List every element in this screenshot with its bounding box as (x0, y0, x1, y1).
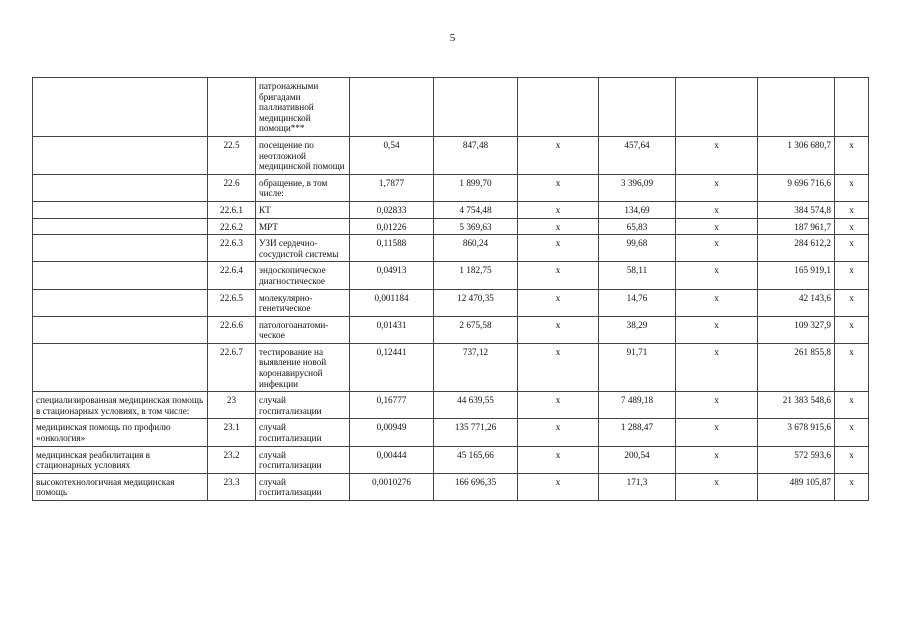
oms-total-cell: 284 612,2 (758, 235, 835, 262)
percent-cell: х (835, 419, 869, 446)
page-number: 5 (449, 32, 456, 44)
budget-per-capita-cell: х (518, 136, 599, 174)
oms-total-cell: 489 105,87 (758, 473, 835, 500)
table-row (33, 446, 869, 473)
section-name-cell (33, 316, 208, 343)
row-number-cell (208, 78, 256, 137)
oms-per-capita-cell: 7 489,18 (599, 392, 676, 419)
data-table (32, 77, 869, 501)
budget-per-capita-cell (518, 78, 599, 137)
percent-cell: х (835, 201, 869, 218)
budget-total-cell: х (676, 201, 758, 218)
budget-total-cell: х (676, 473, 758, 500)
percent-cell: х (835, 316, 869, 343)
oms-per-capita-cell: 457,64 (599, 136, 676, 174)
norm-cost-cell: 135 771,26 (434, 419, 518, 446)
section-name-cell (33, 174, 208, 201)
oms-per-capita-cell: 91,71 (599, 343, 676, 391)
budget-per-capita-cell: х (518, 316, 599, 343)
norm-cost-cell: 737,12 (434, 343, 518, 391)
oms-per-capita-cell: 58,11 (599, 262, 676, 289)
unit-cell: УЗИ сердечно-сосудистой системы (256, 235, 350, 262)
section-name-cell (33, 218, 208, 235)
budget-per-capita-cell: х (518, 343, 599, 391)
section-name-cell (33, 201, 208, 218)
norm-cost-cell: 2 675,58 (434, 316, 518, 343)
budget-total-cell: х (676, 316, 758, 343)
budget-per-capita-cell: х (518, 174, 599, 201)
table-body (33, 78, 869, 501)
unit-cell: патронажными бригадами паллиативной медицинской помощи*** (256, 78, 350, 137)
oms-per-capita-cell: 65,83 (599, 218, 676, 235)
oms-total-cell: 9 696 716,6 (758, 174, 835, 201)
row-number-cell: 23.2 (208, 446, 256, 473)
budget-total-cell: х (676, 218, 758, 235)
norm-volume-cell: 0,00444 (350, 446, 434, 473)
norm-volume-cell: 0,11588 (350, 235, 434, 262)
budget-per-capita-cell: х (518, 289, 599, 316)
unit-cell: обращение, в том числе: (256, 174, 350, 201)
oms-per-capita-cell: 38,29 (599, 316, 676, 343)
oms-per-capita-cell: 3 396,09 (599, 174, 676, 201)
percent-cell: х (835, 446, 869, 473)
table-row (33, 174, 869, 201)
percent-cell: х (835, 343, 869, 391)
norm-cost-cell: 1 182,75 (434, 262, 518, 289)
table-row (33, 136, 869, 174)
oms-per-capita-cell: 99,68 (599, 235, 676, 262)
table-row (33, 218, 869, 235)
budget-total-cell (676, 78, 758, 137)
oms-per-capita-cell: 200,54 (599, 446, 676, 473)
table-row (33, 201, 869, 218)
section-name-cell: специализированная медицинская помощь в стационарных условиях, в том числе: (33, 392, 208, 419)
section-name-cell (33, 289, 208, 316)
norm-cost-cell: 1 899,70 (434, 174, 518, 201)
unit-cell: молекулярно-генетическое (256, 289, 350, 316)
budget-per-capita-cell: х (518, 392, 599, 419)
oms-total-cell: 384 574,8 (758, 201, 835, 218)
section-name-cell (33, 78, 208, 137)
row-number-cell: 22.6 (208, 174, 256, 201)
oms-total-cell (758, 78, 835, 137)
norm-volume-cell: 0,0010276 (350, 473, 434, 500)
percent-cell: х (835, 136, 869, 174)
section-name-cell (33, 262, 208, 289)
percent-cell: х (835, 392, 869, 419)
budget-total-cell: х (676, 343, 758, 391)
row-number-cell: 23 (208, 392, 256, 419)
budget-per-capita-cell: х (518, 473, 599, 500)
row-number-cell: 22.6.5 (208, 289, 256, 316)
table-row (33, 289, 869, 316)
table-row (33, 419, 869, 446)
unit-cell: случай госпитализации (256, 392, 350, 419)
norm-cost-cell: 5 369,63 (434, 218, 518, 235)
norm-volume-cell: 0,02833 (350, 201, 434, 218)
section-name-cell: высокотехнологичная медицинская помощь (33, 473, 208, 500)
oms-total-cell: 42 143,6 (758, 289, 835, 316)
budget-per-capita-cell: х (518, 201, 599, 218)
norm-volume-cell: 0,04913 (350, 262, 434, 289)
budget-total-cell: х (676, 174, 758, 201)
section-name-cell (33, 343, 208, 391)
oms-total-cell: 261 855,8 (758, 343, 835, 391)
norm-volume-cell: 0,01226 (350, 218, 434, 235)
row-number-cell: 23.3 (208, 473, 256, 500)
norm-volume-cell: 0,00949 (350, 419, 434, 446)
norm-cost-cell: 847,48 (434, 136, 518, 174)
oms-per-capita-cell (599, 78, 676, 137)
norm-cost-cell: 12 470,35 (434, 289, 518, 316)
budget-per-capita-cell: х (518, 218, 599, 235)
unit-cell: КТ (256, 201, 350, 218)
table-row (33, 343, 869, 391)
norm-volume-cell: 0,12441 (350, 343, 434, 391)
percent-cell: х (835, 218, 869, 235)
table-row (33, 78, 869, 137)
unit-cell: случай госпитализации (256, 446, 350, 473)
table-row (33, 316, 869, 343)
row-number-cell: 23.1 (208, 419, 256, 446)
row-number-cell: 22.6.6 (208, 316, 256, 343)
percent-cell: х (835, 473, 869, 500)
norm-volume-cell (350, 78, 434, 137)
oms-total-cell: 1 306 680,7 (758, 136, 835, 174)
oms-per-capita-cell: 171,3 (599, 473, 676, 500)
norm-cost-cell: 4 754,48 (434, 201, 518, 218)
percent-cell: х (835, 289, 869, 316)
percent-cell (835, 78, 869, 137)
oms-total-cell: 187 961,7 (758, 218, 835, 235)
percent-cell: х (835, 235, 869, 262)
budget-total-cell: х (676, 289, 758, 316)
unit-cell: патологоанатоми-ческое (256, 316, 350, 343)
table-row (33, 235, 869, 262)
norm-cost-cell: 166 696,35 (434, 473, 518, 500)
unit-cell: тестирование на выявление новой коронавирусной инфекции (256, 343, 350, 391)
norm-cost-cell (434, 78, 518, 137)
table-row (33, 262, 869, 289)
budget-total-cell: х (676, 136, 758, 174)
norm-cost-cell: 860,24 (434, 235, 518, 262)
oms-per-capita-cell: 1 288,47 (599, 419, 676, 446)
section-name-cell: медицинская помощь по профилю «онкология» (33, 419, 208, 446)
unit-cell: случай госпитализации (256, 419, 350, 446)
section-name-cell (33, 136, 208, 174)
oms-per-capita-cell: 14,76 (599, 289, 676, 316)
percent-cell: х (835, 262, 869, 289)
norm-volume-cell: 0,01431 (350, 316, 434, 343)
oms-total-cell: 3 678 915,6 (758, 419, 835, 446)
budget-total-cell: х (676, 446, 758, 473)
budget-per-capita-cell: х (518, 235, 599, 262)
norm-cost-cell: 45 165,66 (434, 446, 518, 473)
budget-total-cell: х (676, 419, 758, 446)
table-row (33, 392, 869, 419)
unit-cell: посещение по неотложной медицинской помощи (256, 136, 350, 174)
budget-per-capita-cell: х (518, 262, 599, 289)
norm-volume-cell: 0,54 (350, 136, 434, 174)
norm-volume-cell: 0,16777 (350, 392, 434, 419)
row-number-cell: 22.6.7 (208, 343, 256, 391)
row-number-cell: 22.6.3 (208, 235, 256, 262)
norm-cost-cell: 44 639,55 (434, 392, 518, 419)
unit-cell: случай госпитализации (256, 473, 350, 500)
oms-total-cell: 165 919,1 (758, 262, 835, 289)
norm-volume-cell: 1,7877 (350, 174, 434, 201)
budget-per-capita-cell: х (518, 419, 599, 446)
oms-total-cell: 21 383 548,6 (758, 392, 835, 419)
budget-per-capita-cell: х (518, 446, 599, 473)
oms-total-cell: 572 593,6 (758, 446, 835, 473)
row-number-cell: 22.5 (208, 136, 256, 174)
norm-volume-cell: 0,001184 (350, 289, 434, 316)
oms-per-capita-cell: 134,69 (599, 201, 676, 218)
budget-total-cell: х (676, 392, 758, 419)
table-row (33, 473, 869, 500)
section-name-cell: медицинская реабилитация в стационарных условиях (33, 446, 208, 473)
unit-cell: МРТ (256, 218, 350, 235)
budget-total-cell: х (676, 262, 758, 289)
row-number-cell: 22.6.2 (208, 218, 256, 235)
unit-cell: эндоскопическое диагностическое (256, 262, 350, 289)
percent-cell: х (835, 174, 869, 201)
budget-total-cell: х (676, 235, 758, 262)
row-number-cell: 22.6.4 (208, 262, 256, 289)
row-number-cell: 22.6.1 (208, 201, 256, 218)
section-name-cell (33, 235, 208, 262)
oms-total-cell: 109 327,9 (758, 316, 835, 343)
